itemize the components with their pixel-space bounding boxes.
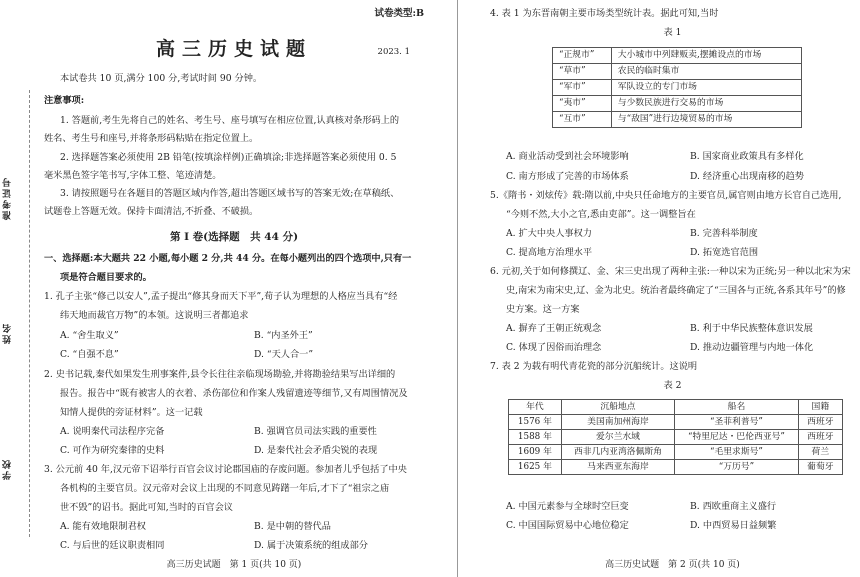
table-row bbox=[553, 96, 802, 112]
market-type: “夷市” bbox=[553, 96, 612, 112]
table-row bbox=[553, 48, 802, 64]
table-row bbox=[509, 415, 843, 430]
section-heading: 第 Ⅰ 卷(选择题 共 44 分) bbox=[169, 231, 299, 243]
name-label: 姓名 bbox=[3, 322, 13, 344]
note-line: 1. 答题前,考生先将自己的姓名、考生号、座号填写在相应位置,认真核对条形码上的 bbox=[60, 115, 400, 126]
cell: 西非几内亚湾洛佩斯角 bbox=[561, 445, 674, 460]
q6-stem: 史方案。这一方案 bbox=[506, 304, 580, 315]
market-desc: 与“敌国”进行边境贸易的市场 bbox=[611, 112, 801, 128]
cell: “万历号” bbox=[675, 460, 799, 475]
cell: 荷兰 bbox=[798, 445, 842, 460]
q5-option-c[interactable]: C. 提高地方治理水平 bbox=[506, 247, 593, 258]
q1-option-b[interactable]: B. “内圣外王” bbox=[254, 330, 313, 341]
q3-option-b[interactable]: B. 是中朝的替代品 bbox=[254, 521, 331, 532]
q6-option-d[interactable]: D. 推动边疆管理与内地一体化 bbox=[690, 342, 814, 353]
q1-stem: 1. 孔子主张“修己以安人”,孟子提出“修其身而天下平”,荀子认为理想的人格应当具有“经 bbox=[44, 291, 398, 302]
table-row bbox=[509, 430, 843, 445]
market-desc: 与少数民族进行交易的市场 bbox=[611, 96, 801, 112]
cell: 1609 年 bbox=[509, 445, 562, 460]
q2-option-a[interactable]: A. 说明秦代司法程序完备 bbox=[60, 426, 165, 437]
cell: 西班牙 bbox=[798, 415, 842, 430]
q3-option-c[interactable]: C. 与后世的廷议职责相同 bbox=[60, 540, 165, 551]
cell: 葡萄牙 bbox=[798, 460, 842, 475]
cell: 1576 年 bbox=[509, 415, 562, 430]
q3-stem: 世不毁”的诏书。据此可知,当时的百官会议 bbox=[60, 502, 233, 513]
table2-caption: 表 2 bbox=[663, 380, 682, 391]
q3-stem: 各机构的主要官员。汉元帝对会议上出现的不同意见踌躇一年后,才下了“祖宗之庙 bbox=[60, 483, 390, 494]
cell: “特里尼达・巴伦西亚号” bbox=[675, 430, 799, 445]
market-type: “军市” bbox=[553, 80, 612, 96]
market-desc: 军队设立的专门市场 bbox=[611, 80, 801, 96]
q5-option-a[interactable]: A. 扩大中央人事权力 bbox=[506, 228, 592, 239]
q3-option-d[interactable]: D. 属于决策系统的组成部分 bbox=[254, 540, 368, 551]
table-header-row bbox=[509, 400, 843, 415]
notes-heading: 注意事项: bbox=[44, 95, 85, 106]
binding-line bbox=[29, 90, 30, 537]
cell: 爱尔兰水域 bbox=[561, 430, 674, 445]
cell: 1625 年 bbox=[509, 460, 562, 475]
intro: 本试卷共 10 页,满分 100 分,考试时间 90 分钟。 bbox=[60, 73, 263, 84]
note-line: 2. 选择题答案必须使用 2B 铅笔(按填涂样例)正确填涂;非选择题答案必须使用 0. 5 bbox=[60, 152, 397, 163]
cell: 1588 年 bbox=[509, 430, 562, 445]
note-line: 3. 请按照题号在各题目的答题区域内作答,超出答题区域书写的答案无效;在草稿纸、 bbox=[60, 188, 400, 199]
q2-stem: 报告。报告中“既有被害人的衣着、杀伤部位和作案人残留遗迹等细节,又有周围情况及 bbox=[60, 388, 408, 399]
q6-stem: 史,南宋为南宋史,辽、金为北史。统治者最终确定了“三国各与正统,各系其年号”的修 bbox=[506, 285, 846, 296]
table-row bbox=[553, 80, 802, 96]
q7-option-d[interactable]: D. 中西贸易日益频繁 bbox=[690, 520, 777, 531]
q5-option-d[interactable]: D. 拓宽选官范围 bbox=[690, 247, 759, 258]
table-1 bbox=[552, 47, 802, 128]
note-line: 试题卷上答题无效。保持卡面清洁,不折叠、不破损。 bbox=[44, 206, 259, 217]
q1-stem: 纬天地而裁官万物”的本领。这说明三者都追求 bbox=[60, 310, 249, 321]
q1-option-a[interactable]: A. “舍生取义” bbox=[60, 330, 119, 341]
col-header: 国籍 bbox=[798, 400, 842, 415]
q5-option-b[interactable]: B. 完善科举制度 bbox=[690, 228, 758, 239]
binding-margin bbox=[0, 0, 34, 577]
q4-stem: 4. 表 1 为东晋南朝主要市场类型统计表。据此可知,当时 bbox=[490, 8, 719, 19]
cell: 美国南加州海岸 bbox=[561, 415, 674, 430]
q4-option-b[interactable]: B. 国家商业政策具有多样化 bbox=[690, 151, 804, 162]
q1-option-c[interactable]: C. “自强不息” bbox=[60, 349, 119, 360]
q4-option-c[interactable]: C. 南方形成了完善的市场体系 bbox=[506, 171, 629, 182]
market-type: “草市” bbox=[553, 64, 612, 80]
instruction: 项是符合题目要求的。 bbox=[60, 272, 152, 283]
market-desc: 农民的临时集市 bbox=[611, 64, 801, 80]
table-2 bbox=[508, 399, 843, 475]
q1-option-d[interactable]: D. “天人合一” bbox=[254, 349, 314, 360]
col-header: 船名 bbox=[675, 400, 799, 415]
note-line: 姓名、考生号和座号,并将条形码粘贴在指定位置上。 bbox=[44, 133, 259, 144]
q5-stem: 5.《隋书・刘炫传》载:隋以前,中央只任命地方的主要官员,属官则由地方长官自己选用, bbox=[490, 190, 842, 201]
q5-stem: “今则不然,大小之官,悉由吏部”。这一调整旨在 bbox=[506, 209, 696, 220]
table-row bbox=[553, 112, 802, 128]
footer-page-2: 高三历史试题 第 2 页(共 10 页) bbox=[605, 560, 740, 570]
cell: 西班牙 bbox=[798, 430, 842, 445]
col-header: 年代 bbox=[509, 400, 562, 415]
q4-option-d[interactable]: D. 经济重心出现南移的趋势 bbox=[690, 171, 804, 182]
table-row bbox=[509, 460, 843, 475]
page-2 bbox=[490, 0, 855, 577]
q7-option-c[interactable]: C. 中国国际贸易中心地位稳定 bbox=[506, 520, 629, 531]
col-header: 沉船地点 bbox=[561, 400, 674, 415]
q6-option-c[interactable]: C. 体现了因俗而治理念 bbox=[506, 342, 602, 353]
note-line: 毫米黑色签字笔书写,字体工整、笔迹清楚。 bbox=[44, 170, 222, 181]
q6-option-b[interactable]: B. 利于中华民族整体意识发展 bbox=[690, 323, 813, 334]
q3-option-a[interactable]: A. 能有效地限制君权 bbox=[60, 521, 146, 532]
footer-page-1: 高三历史试题 第 1 页(共 10 页) bbox=[166, 560, 302, 570]
q6-option-a[interactable]: A. 摒弃了王朝正统观念 bbox=[506, 323, 602, 334]
q2-stem: 知情人提供的旁证材料”。这一记载 bbox=[60, 407, 203, 418]
table-row bbox=[509, 445, 843, 460]
q2-option-c[interactable]: C. 可作为研究秦律的史料 bbox=[60, 445, 165, 456]
q7-stem: 7. 表 2 为载有明代青花瓷的部分沉船统计。这说明 bbox=[490, 361, 698, 372]
cell: “圣菲利普号” bbox=[675, 415, 799, 430]
market-desc: 大小城市中列肆贩卖,摆摊设点的市场 bbox=[611, 48, 801, 64]
q2-option-b[interactable]: B. 强调官员司法实践的重要性 bbox=[254, 426, 377, 437]
q7-option-a[interactable]: A. 中国元素参与全球时空巨变 bbox=[506, 501, 629, 512]
market-type: “互市” bbox=[553, 112, 612, 128]
q3-stem: 3. 公元前 40 年,汉元帝下诏举行百官会议讨论郡国庙的存废问题。参加者儿乎包括了中央 bbox=[44, 464, 407, 475]
q2-stem: 2. 史书记载,秦代如果发生刑事案件,县令长往往亲临现场勘验,并将勘验结果写出详细的 bbox=[44, 369, 396, 380]
page-divider bbox=[457, 0, 458, 577]
table-row bbox=[553, 64, 802, 80]
exam-date: 2023. 1 bbox=[377, 47, 410, 57]
q4-option-a[interactable]: A. 商业活动受到社会环境影响 bbox=[506, 151, 629, 162]
cell: 马来西亚东海岸 bbox=[561, 460, 674, 475]
school-label: 学校 bbox=[3, 458, 13, 480]
exam-title: 高三历史试题 bbox=[155, 38, 312, 60]
exam-number-label: 准考证号 bbox=[3, 176, 13, 220]
instruction: 一、选择题:本大题共 22 小题,每小题 2 分,共 44 分。在每小题列出的四个选项中,只有一 bbox=[44, 253, 412, 264]
q7-option-b[interactable]: B. 西欧重商主义盛行 bbox=[690, 501, 777, 512]
page-1 bbox=[44, 0, 424, 577]
market-type: “正规市” bbox=[553, 48, 612, 64]
q6-stem: 6. 元初,关于如何修撰辽、金、宋三史出现了两种主张:一种以宋为正统;另一种以北宋为宋 bbox=[490, 266, 851, 277]
cell: “毛里求斯号” bbox=[675, 445, 799, 460]
paper-type: 试卷类型:B bbox=[374, 8, 424, 19]
q2-option-d[interactable]: D. 是秦代社会矛盾尖锐的表现 bbox=[254, 445, 378, 456]
table1-caption: 表 1 bbox=[663, 27, 682, 38]
